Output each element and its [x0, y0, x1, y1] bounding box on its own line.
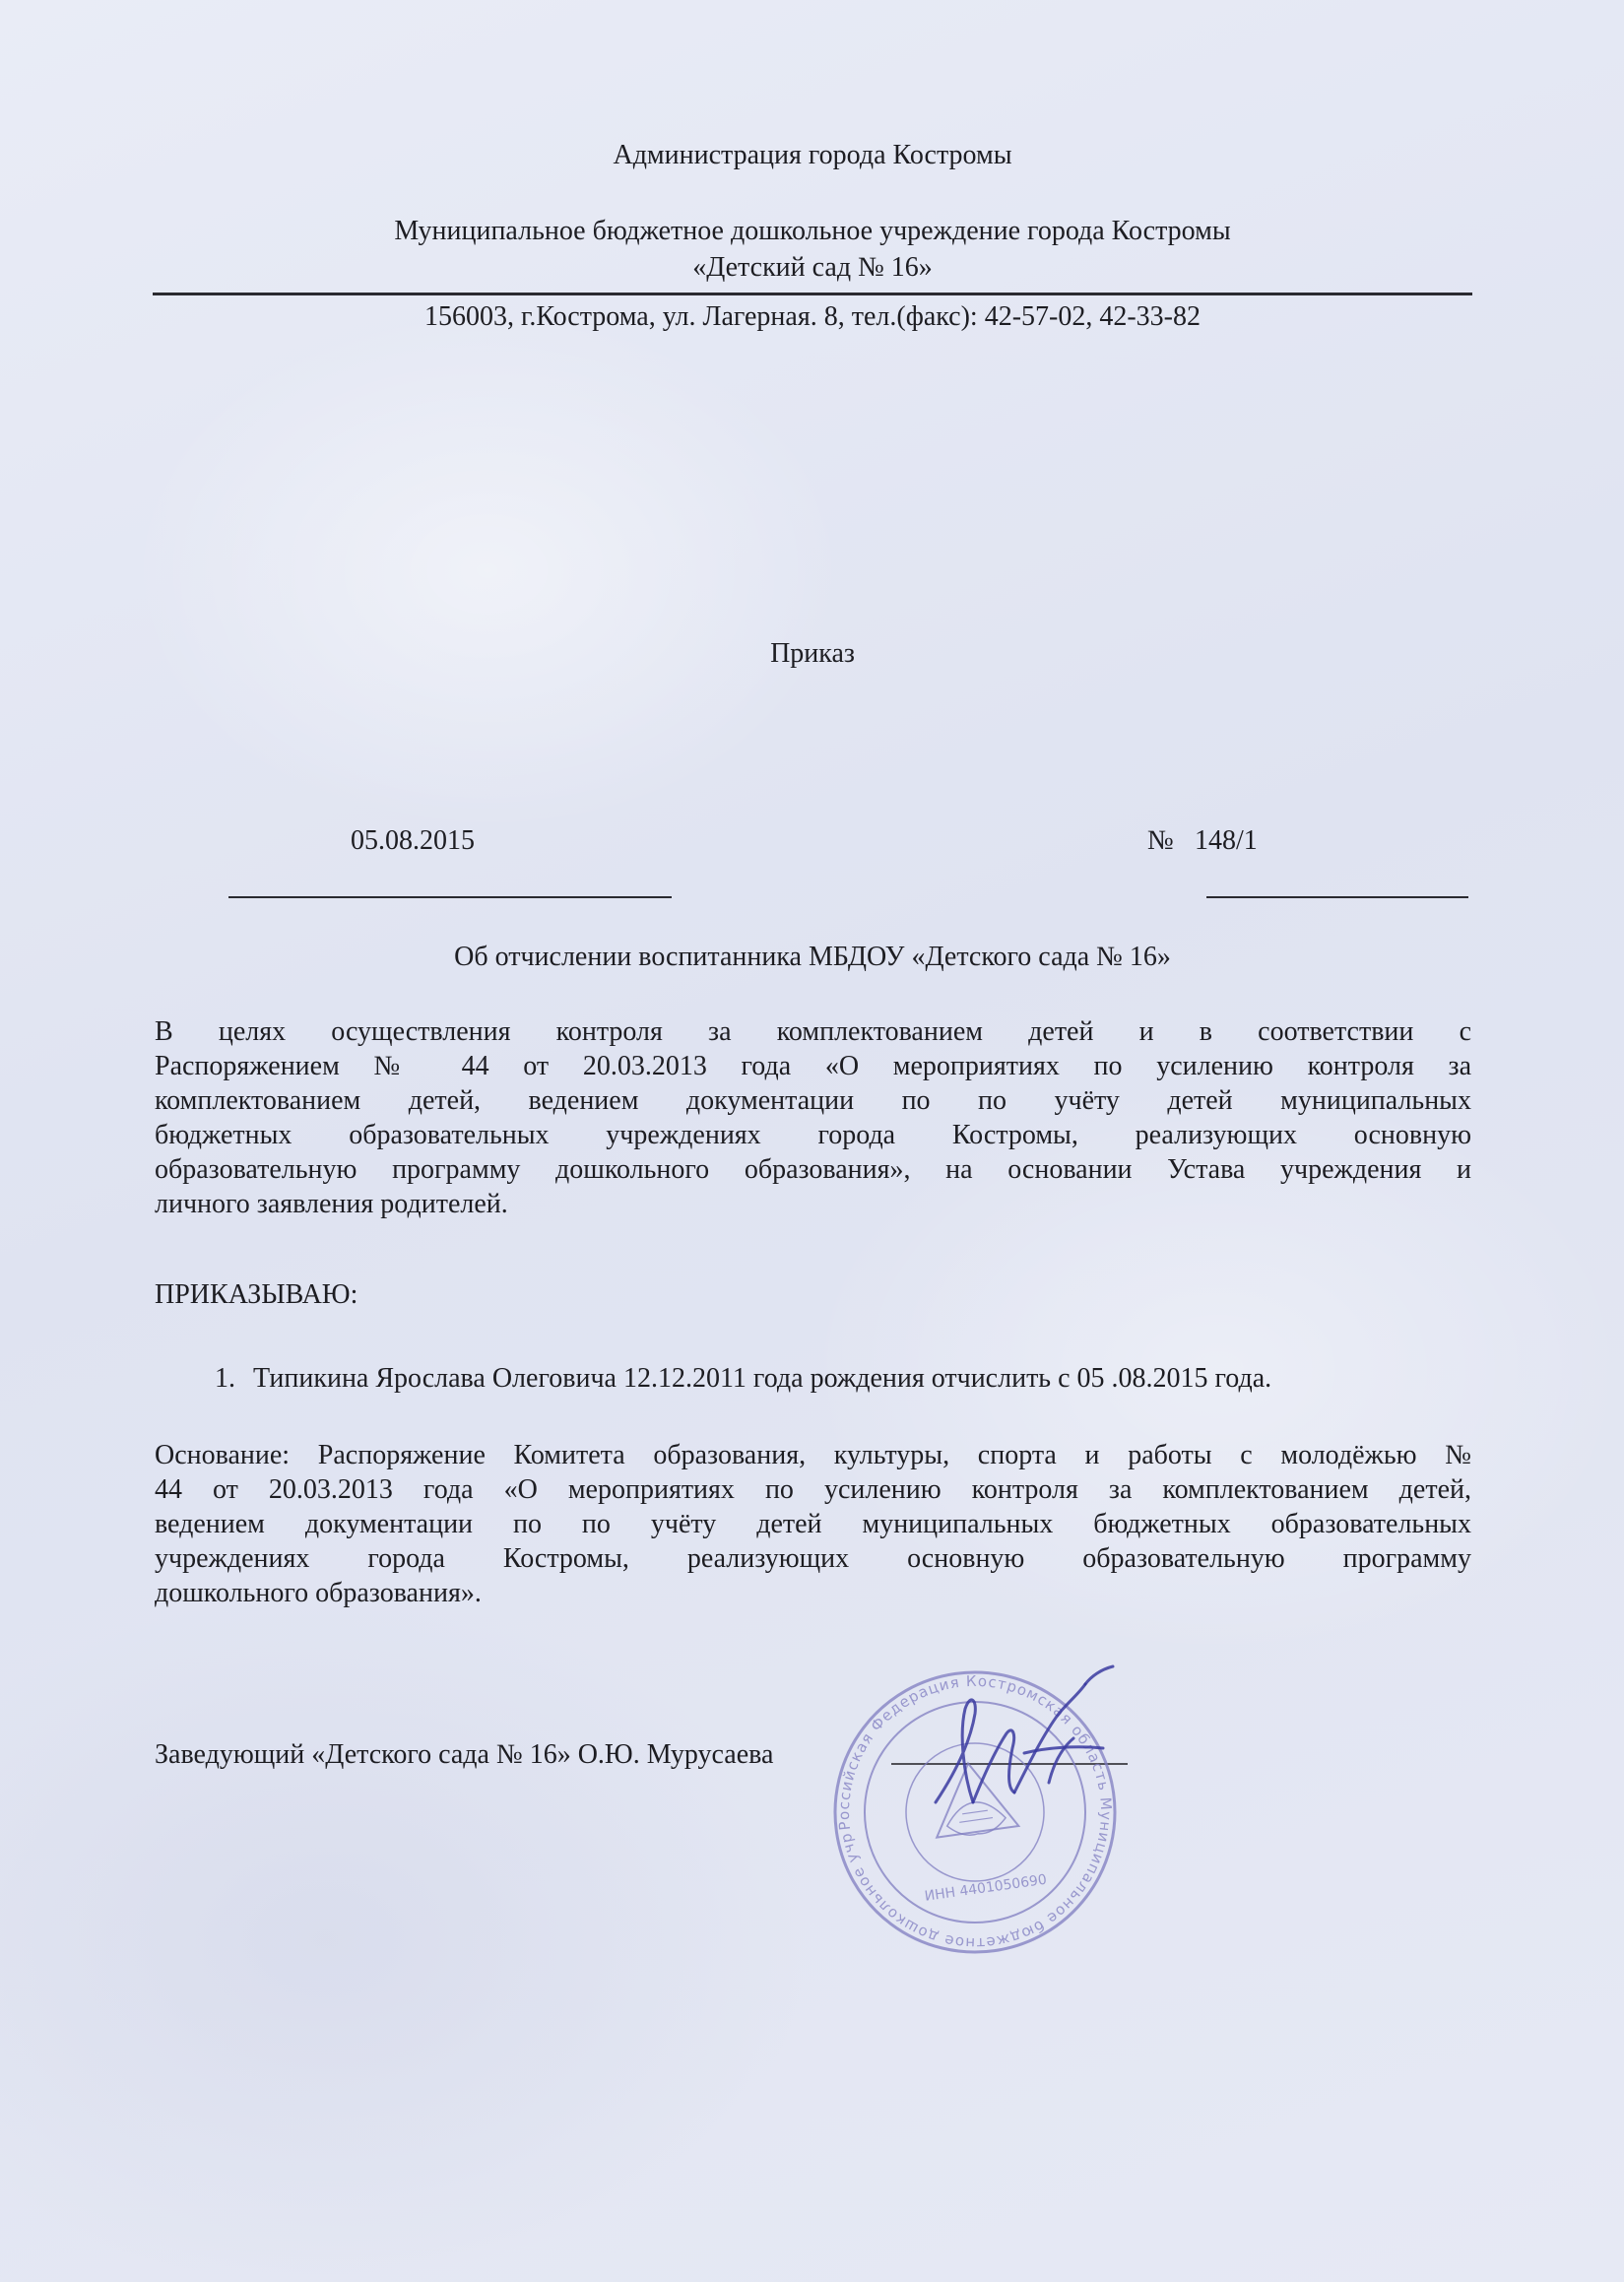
document-subject: Об отчислении воспитанника МБДОУ «Детского сада № 16» [454, 942, 1171, 972]
header-divider [153, 293, 1472, 295]
preamble-line: Распоряжением № 44 от 20.03.2013 года «О мероприятиях по усилению контроля за [155, 1051, 1471, 1081]
stamp-inner-text: ИНН 4401050690 [923, 1871, 1048, 1905]
institution-address: 156003, г.Кострома, ул. Лагерная. 8, тел.(факс): 42-57-02, 42-33-82 [424, 301, 1201, 332]
order-item-text: Типикина Ярослава Олеговича 12.12.2011 года рождения отчислить с 05 .08.2015 года. [253, 1363, 1272, 1394]
preamble-paragraph [155, 1014, 1471, 1221]
number-underline [1206, 896, 1468, 898]
institution-name-line2: «Детский сад № 16» [692, 252, 933, 283]
preamble-line: В целях осуществления контроля за комплектованием детей и в соответствии с [155, 1016, 1471, 1047]
document-number: 148/1 [1195, 825, 1258, 856]
basis-line: Основание: Распоряжение Комитета образования, культуры, спорта и работы с молодёжью № [155, 1440, 1471, 1470]
stamp-outer-text: Российская Федерация Костромская область Муниципальное бюджетное дошкольное учреждение [834, 1671, 1116, 1953]
preamble-line: комплектованием детей, ведением документации по по учёту детей муниципальных [155, 1085, 1471, 1116]
administration-title: Администрация города Костромы [613, 140, 1012, 170]
order-item-number: 1. [215, 1363, 235, 1394]
basis-line: 44 от 20.03.2013 года «О мероприятиях по усилению контроля за комплектованием детей, [155, 1474, 1471, 1505]
basis-paragraph [155, 1438, 1471, 1610]
document-date: 05.08.2015 [351, 825, 475, 856]
basis-line: дошкольного образования». [155, 1578, 482, 1608]
handwritten-signature [916, 1655, 1152, 1852]
institution-name-line1: Муниципальное бюджетное дошкольное учреждение города Костромы [394, 216, 1231, 246]
basis-line: ведением документации по по учёту детей муниципальных бюджетных образовательных [155, 1509, 1471, 1539]
signatory-text: Заведующий «Детского сада № 16» О.Ю. Мурусаева [155, 1739, 774, 1770]
preamble-line: личного заявления родителей. [155, 1189, 508, 1219]
preamble-line: бюджетных образовательных учреждениях города Костромы, реализующих основную [155, 1120, 1471, 1150]
document-number-sign: № [1147, 825, 1174, 856]
basis-line: учреждениях города Костромы, реализующих основную образовательную программу [155, 1543, 1471, 1574]
preamble-line: образовательную программу дошкольного образования», на основании Устава учреждения и [155, 1154, 1471, 1185]
order-heading: ПРИКАЗЫВАЮ: [155, 1279, 358, 1310]
document-type: Приказ [770, 638, 855, 669]
date-underline [228, 896, 672, 898]
